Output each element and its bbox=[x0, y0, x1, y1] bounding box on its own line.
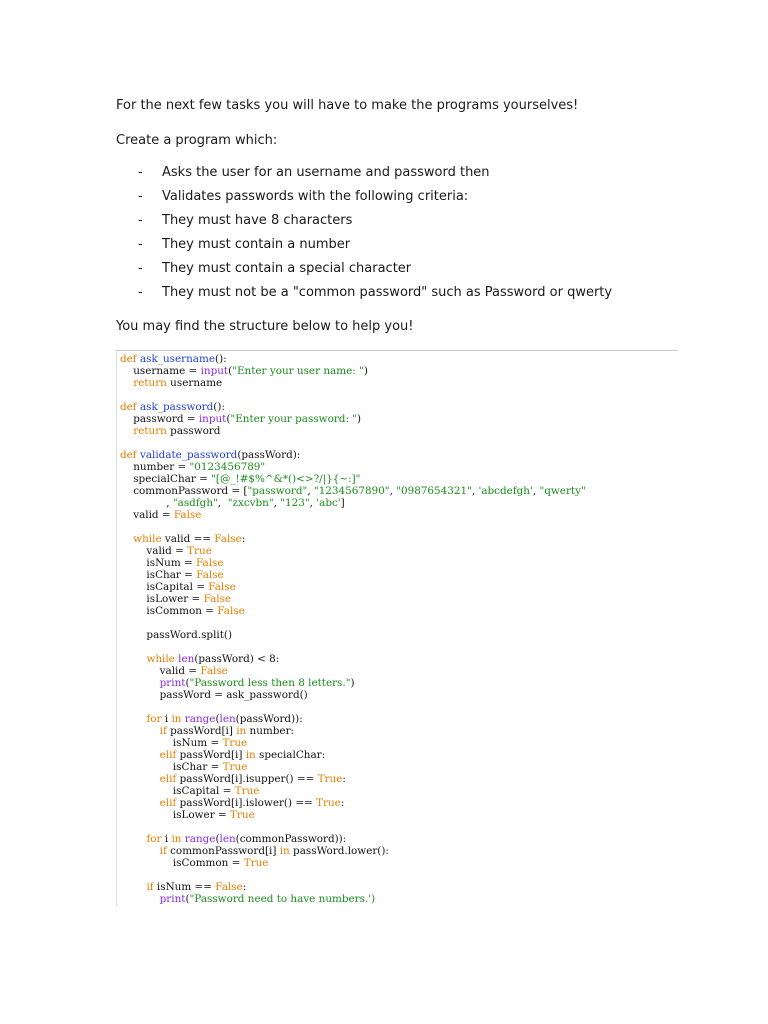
intro-paragraph: For the next few tasks you will have to make the programs yourselves! bbox=[116, 98, 579, 113]
structure-hint-paragraph: You may find the structure below to help you! bbox=[116, 319, 414, 334]
bullet-marker: - bbox=[138, 213, 143, 228]
code-line: elif passWord[i] in specialChar: bbox=[159, 749, 326, 761]
code-line: return username bbox=[133, 377, 223, 389]
list-item-text: Asks the user for an username and password then bbox=[162, 165, 490, 180]
code-line: isChar = False bbox=[120, 569, 224, 581]
code-line bbox=[120, 869, 586, 881]
create-program-heading: Create a program which: bbox=[116, 133, 278, 148]
code-line: commonPassword = ["password", "1234567890", "0987654321", 'abcdefgh', "qwerty" bbox=[120, 485, 586, 497]
code-line: isCapital = False bbox=[120, 581, 236, 593]
code-line: def ask_username(): bbox=[120, 353, 227, 365]
list-item-text: They must contain a number bbox=[162, 237, 351, 252]
code-line: valid = False bbox=[120, 665, 228, 677]
code-line: while len(passWord) < 8: bbox=[146, 653, 280, 665]
list-item-text: They must not be a "common password" such as Password or qwerty bbox=[162, 285, 613, 300]
code-line: isLower = True bbox=[120, 809, 255, 821]
code-line: def ask_password(): bbox=[120, 401, 225, 413]
code-line: elif passWord[i].isupper() == True: bbox=[159, 773, 346, 785]
code-line: valid = False bbox=[120, 509, 202, 521]
code-line bbox=[120, 701, 586, 713]
code-line: isCommon = False bbox=[120, 605, 245, 617]
bullet-marker: - bbox=[138, 165, 143, 180]
code-line: isNum = False bbox=[120, 557, 224, 569]
code-line: isNum = True bbox=[120, 737, 248, 749]
code-line: return password bbox=[133, 425, 221, 437]
code-line: isChar = True bbox=[120, 761, 248, 773]
code-line: if passWord[i] in number: bbox=[159, 725, 295, 737]
code-line: if commonPassword[i] in passWord.lower(): bbox=[159, 845, 389, 857]
code-line bbox=[120, 437, 586, 449]
code-line: isCommon = True bbox=[120, 857, 269, 869]
code-line: print("Password less then 8 letters.") bbox=[159, 677, 355, 689]
code-line bbox=[120, 521, 586, 533]
code-line: def validate_password(passWord): bbox=[120, 449, 301, 461]
code-line: , "asdfgh", "zxcvbn", "123", 'abc'] bbox=[120, 497, 345, 509]
code-line: number = "0123456789" bbox=[120, 461, 266, 473]
code-line: for i in range(len(passWord)): bbox=[146, 713, 303, 725]
code-block bbox=[120, 353, 586, 905]
code-line: isLower = False bbox=[120, 593, 232, 605]
code-line: print("Password need to have numbers.') bbox=[159, 893, 376, 905]
code-line: specialChar = "[@_!#$%^&*()<>?/|}{~:]" bbox=[120, 473, 361, 485]
code-line: valid = True bbox=[120, 545, 212, 557]
list-item-text: Validates passwords with the following criteria: bbox=[162, 189, 469, 204]
code-line: passWord.split() bbox=[120, 629, 232, 641]
code-line: elif passWord[i].islower() == True: bbox=[159, 797, 345, 809]
bullet-marker: - bbox=[138, 261, 143, 276]
code-line bbox=[120, 641, 586, 653]
code-line: username = input("Enter your user name: ") bbox=[120, 365, 368, 377]
code-line: password = input("Enter your password: ") bbox=[120, 413, 362, 425]
code-line: if isNum == False: bbox=[146, 881, 247, 893]
code-line: passWord = ask_password() bbox=[120, 689, 308, 701]
code-line bbox=[120, 617, 586, 629]
list-item-text: They must have 8 characters bbox=[162, 213, 353, 228]
code-line: isCapital = True bbox=[120, 785, 260, 797]
code-line: while valid == False: bbox=[133, 533, 246, 545]
code-screenshot bbox=[116, 350, 678, 906]
list-item-text: They must contain a special character bbox=[162, 261, 412, 276]
bullet-marker: - bbox=[138, 189, 143, 204]
bullet-marker: - bbox=[138, 285, 143, 300]
bullet-marker: - bbox=[138, 237, 143, 252]
code-line bbox=[120, 389, 586, 401]
code-line: for i in range(len(commonPassword)): bbox=[146, 833, 347, 845]
code-line bbox=[120, 821, 586, 833]
